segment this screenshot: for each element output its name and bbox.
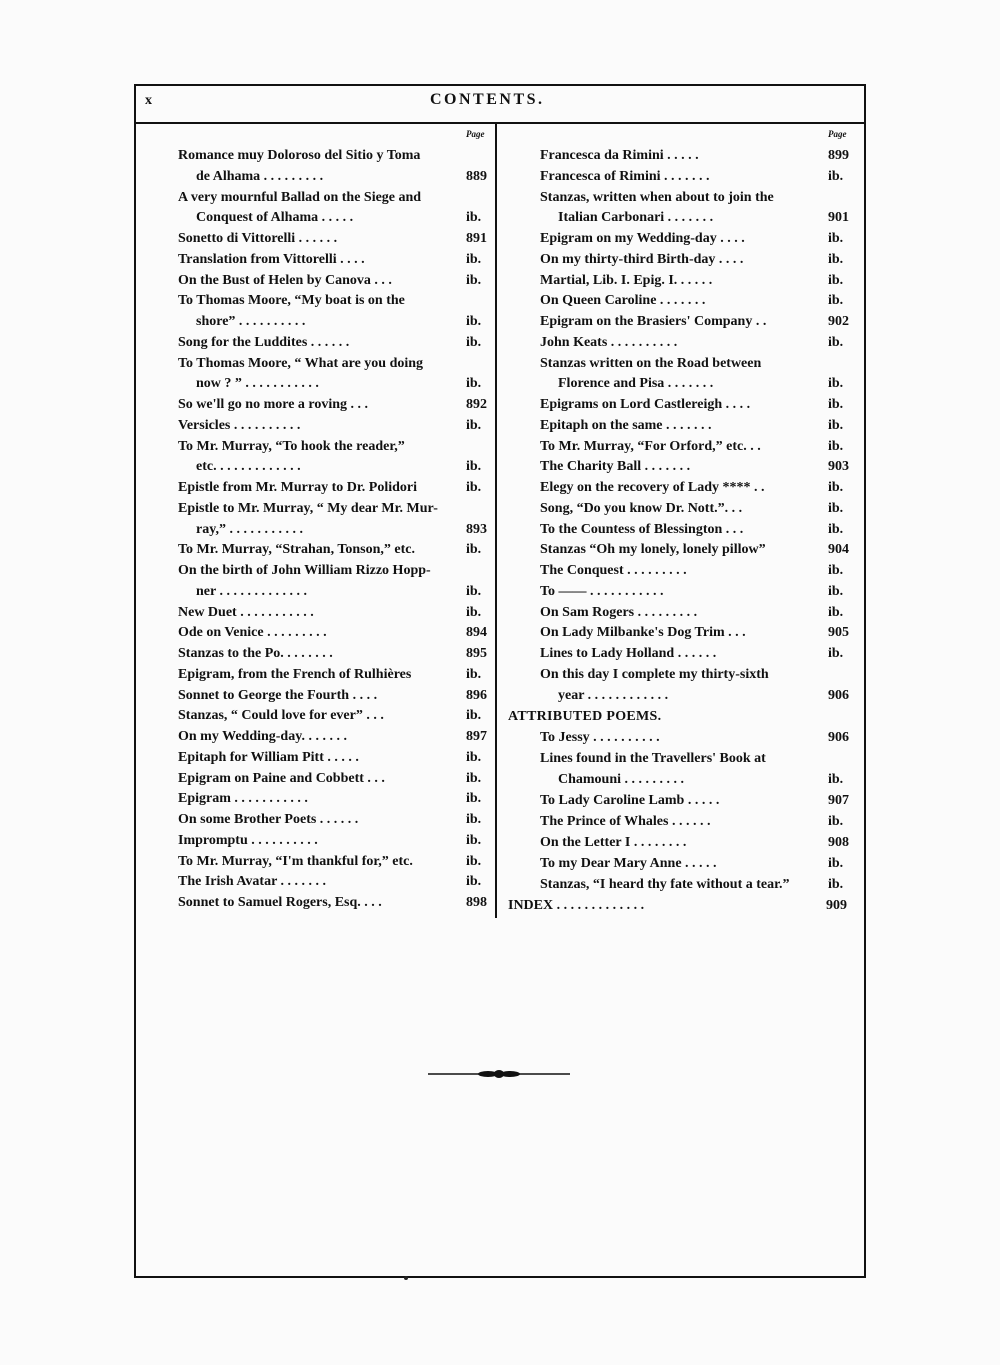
- contents-entry-title[interactable]: Florence and Pisa . . . . . . .: [558, 376, 714, 392]
- contents-entry-title[interactable]: Stanzas, “I heard thy fate without a tear.”: [540, 877, 790, 892]
- contents-entry-page: ib.: [466, 604, 482, 620]
- contents-entry-title[interactable]: To —— . . . . . . . . . . .: [540, 583, 664, 599]
- header-rule: [134, 122, 864, 124]
- contents-entry-title[interactable]: To Mr. Murray, “For Orford,” etc. . .: [540, 438, 761, 454]
- contents-entry-page: ib.: [466, 542, 482, 558]
- ink-dot: [404, 1276, 408, 1280]
- contents-entry-title[interactable]: Francesca da Rimini . . . . .: [540, 148, 699, 163]
- contents-entry-title[interactable]: On this day I complete my thirty-sixth: [540, 666, 769, 682]
- contents-entry-title[interactable]: On the birth of John William Rizzo Hopp-: [178, 563, 431, 578]
- contents-entry-title[interactable]: To Mr. Murray, “To hook the reader,”: [178, 438, 405, 454]
- right-page-label: Page: [828, 129, 847, 139]
- contents-entry-page: ib.: [828, 334, 844, 350]
- contents-entry-title[interactable]: ner . . . . . . . . . . . . .: [196, 583, 307, 599]
- contents-entry-title[interactable]: Romance muy Doloroso del Sitio y Toma: [178, 148, 421, 163]
- contents-entry-page: ib.: [828, 583, 844, 599]
- contents-entry-title[interactable]: Ode on Venice . . . . . . . . .: [178, 625, 327, 641]
- contents-entry-page: ib.: [828, 231, 844, 246]
- contents-entry-page: ib.: [466, 812, 482, 827]
- contents-entry-title[interactable]: etc. . . . . . . . . . . . .: [196, 459, 301, 475]
- contents-entry-title[interactable]: Italian Carbonari . . . . . . .: [558, 210, 714, 226]
- contents-entry-title[interactable]: To Lady Caroline Lamb . . . . .: [540, 793, 720, 808]
- contents-entry-page: ib.: [828, 397, 844, 412]
- contents-entry-title[interactable]: Chamouni . . . . . . . . .: [558, 772, 685, 787]
- contents-entry-page: 895: [466, 646, 487, 661]
- contents-entry-page: 898: [466, 895, 487, 910]
- contents-entry-title[interactable]: Elegy on the recovery of Lady **** . .: [540, 480, 765, 495]
- contents-entry-title[interactable]: Epigram on Paine and Cobbett . . .: [178, 770, 385, 786]
- contents-entry-page: ib.: [466, 853, 482, 869]
- contents-entry-page: ib.: [466, 749, 482, 765]
- contents-entry-title[interactable]: Sonetto di Vittorelli . . . . . .: [178, 231, 338, 246]
- contents-entry-page: ib.: [828, 521, 844, 537]
- contents-entry-title[interactable]: Epigram, from the French of Rulhières: [178, 666, 412, 682]
- section-heading-attributed-poems: ATTRIBUTED POEMS.: [508, 709, 662, 724]
- contents-entry-title[interactable]: Stanzas to the Po. . . . . . . .: [178, 646, 333, 661]
- contents-entry-title[interactable]: Versicles . . . . . . . . . .: [178, 417, 301, 433]
- contents-entry-page: ib.: [828, 772, 844, 787]
- contents-entry-page: ib.: [466, 334, 482, 350]
- contents-entry-title[interactable]: de Alhama . . . . . . . . .: [196, 168, 324, 184]
- contents-entry-title[interactable]: On the Bust of Helen by Canova . . .: [178, 272, 392, 288]
- contents-entry-title[interactable]: Impromptu . . . . . . . . . .: [178, 832, 318, 848]
- contents-entry-title[interactable]: Lines found in the Travellers' Book at: [540, 751, 766, 766]
- contents-entry-page: 893: [466, 521, 487, 537]
- contents-entry-title[interactable]: now ? ” . . . . . . . . . . .: [196, 376, 319, 392]
- contents-entry-page: 904: [828, 542, 849, 558]
- contents-entry-page: ib.: [466, 251, 482, 267]
- contents-entry-page: ib.: [466, 583, 482, 599]
- contents-entry-title[interactable]: Epitaph for William Pitt . . . . .: [178, 749, 359, 765]
- contents-entry-title[interactable]: To Mr. Murray, “I'm thankful for,” etc.: [178, 853, 413, 869]
- contents-entry-title[interactable]: year . . . . . . . . . . . .: [558, 687, 669, 703]
- contents-entry-title[interactable]: Martial, Lib. I. Epig. I. . . . . .: [540, 272, 713, 288]
- contents-entry-title[interactable]: Lines to Lady Holland . . . . . .: [540, 646, 717, 661]
- contents-entry-page: ib.: [466, 791, 482, 807]
- contents-entry-title[interactable]: Epigrams on Lord Castlereigh . . . .: [540, 397, 751, 412]
- contents-entry-title[interactable]: Epigram on the Brasiers' Company . .: [540, 314, 767, 329]
- contents-entry-page: ib.: [828, 251, 844, 267]
- contents-entry-title[interactable]: On Sam Rogers . . . . . . . . .: [540, 604, 698, 620]
- page-title: CONTENTS.: [430, 91, 545, 108]
- contents-entry-title[interactable]: On the Letter I . . . . . . . .: [540, 835, 687, 850]
- contents-entry-title[interactable]: Epistle from Mr. Murray to Dr. Polidori: [178, 480, 418, 495]
- contents-entry-title[interactable]: Stanzas, “ Could love for ever” . . .: [178, 708, 384, 724]
- ornament-rule-icon: [428, 1066, 570, 1082]
- contents-entry-page: 907: [828, 793, 849, 808]
- contents-entry-page: ib.: [828, 293, 844, 309]
- contents-entry-title[interactable]: Epigram . . . . . . . . . . .: [178, 791, 308, 807]
- contents-entry-title[interactable]: To Mr. Murray, “Strahan, Tonson,” etc.: [178, 542, 415, 558]
- contents-entry-page: ib.: [466, 666, 482, 682]
- contents-entry-title[interactable]: Francesca of Rimini . . . . . . .: [540, 168, 710, 184]
- contents-entry-page: ib.: [466, 314, 482, 329]
- contents-entry-page: ib.: [828, 480, 844, 495]
- contents-entry-title[interactable]: Stanzas, written when about to join the: [540, 189, 774, 205]
- contents-entry-title[interactable]: The Prince of Whales . . . . . .: [540, 814, 711, 829]
- contents-entry-title[interactable]: Song for the Luddites . . . . . .: [178, 334, 350, 350]
- contents-entry-title[interactable]: Stanzas “Oh my lonely, lonely pillow”: [540, 542, 766, 558]
- contents-entry-title[interactable]: Epitaph on the same . . . . . . .: [540, 417, 712, 433]
- contents-entry-title[interactable]: The Irish Avatar . . . . . . .: [178, 874, 327, 890]
- contents-entry-page: ib.: [828, 563, 844, 578]
- contents-entry-page: ib.: [466, 376, 482, 392]
- contents-entry-page: ib.: [466, 459, 482, 475]
- contents-entry-page: ib.: [466, 272, 482, 288]
- contents-entry-page: ib.: [466, 770, 482, 786]
- contents-entry-title[interactable]: Conquest of Alhama . . . . .: [196, 210, 354, 226]
- contents-entry-page: ib.: [828, 417, 844, 433]
- contents-entry-page: ib.: [466, 417, 482, 433]
- contents-entry-title[interactable]: On my Wedding-day. . . . . . .: [178, 729, 347, 744]
- contents-entry-page: 899: [828, 148, 849, 163]
- contents-entry-title[interactable]: shore” . . . . . . . . . .: [196, 314, 306, 329]
- contents-entry-page: 894: [466, 625, 487, 641]
- contents-entry-page: 889: [466, 168, 487, 184]
- contents-entry-page: 906: [828, 687, 849, 703]
- contents-entry-title[interactable]: Translation from Vittorelli . . . .: [178, 251, 365, 267]
- contents-entry-page: ib.: [466, 832, 482, 848]
- contents-entry-page: ib.: [466, 480, 482, 495]
- contents-entry-title[interactable]: On Queen Caroline . . . . . . .: [540, 293, 706, 309]
- column-divider: [495, 124, 497, 918]
- contents-entry-page: ib.: [828, 272, 844, 288]
- left-page-label: Page: [466, 129, 485, 139]
- contents-entry-page: ib.: [828, 877, 844, 892]
- contents-entry-page: ib.: [828, 168, 844, 184]
- contents-entry-title[interactable]: John Keats . . . . . . . . . .: [540, 334, 678, 350]
- contents-entry-page: 897: [466, 729, 487, 744]
- contents-entry-title[interactable]: Stanzas written on the Road between: [540, 355, 762, 371]
- contents-entry-title[interactable]: To Thomas Moore, “ What are you doing: [178, 355, 424, 371]
- contents-entry-page: 905: [828, 625, 849, 641]
- contents-entry-title[interactable]: Epistle to Mr. Murray, “ My dear Mr. Mur-: [178, 500, 438, 516]
- contents-entry-page: 906: [828, 730, 849, 745]
- contents-entry-page: 901: [828, 210, 849, 226]
- contents-entry-title[interactable]: To my Dear Mary Anne . . . . .: [540, 856, 717, 871]
- contents-entry-title[interactable]: Song, “Do you know Dr. Nott.”. . .: [540, 500, 743, 516]
- contents-entry-title[interactable]: So we'll go no more a roving . . .: [178, 397, 369, 412]
- contents-entry-page: 892: [466, 397, 487, 412]
- contents-entry-page: 908: [828, 835, 849, 850]
- contents-entry-title[interactable]: New Duet . . . . . . . . . . .: [178, 604, 314, 620]
- contents-entry-page: 902: [828, 314, 849, 329]
- index-entry-page: 909: [826, 898, 847, 913]
- contents-entry-page: ib.: [828, 814, 844, 829]
- contents-entry-page: 903: [828, 459, 849, 475]
- contents-entry-title[interactable]: A very mournful Ballad on the Siege and: [178, 189, 422, 205]
- contents-entry-title[interactable]: Sonnet to George the Fourth . . . .: [178, 687, 378, 703]
- contents-entry-title[interactable]: On Lady Milbanke's Dog Trim . . .: [540, 625, 746, 641]
- contents-entry-page: 891: [466, 231, 487, 246]
- contents-entry-page: 896: [466, 687, 487, 703]
- page-numeral: x: [145, 93, 152, 108]
- contents-entry-title[interactable]: On my thirty-third Birth-day . . . .: [540, 251, 744, 267]
- contents-entry-title[interactable]: Epigram on my Wedding-day . . . .: [540, 231, 745, 246]
- contents-entry-page: ib.: [828, 856, 844, 871]
- contents-entry-title[interactable]: ray,” . . . . . . . . . . .: [196, 521, 303, 537]
- contents-entry-title[interactable]: To Jessy . . . . . . . . . .: [540, 730, 660, 745]
- contents-entry-page: ib.: [466, 708, 482, 724]
- contents-entry-title[interactable]: The Charity Ball . . . . . . .: [540, 459, 691, 475]
- contents-entry-page: ib.: [466, 210, 482, 226]
- contents-entry-page: ib.: [466, 874, 482, 890]
- contents-entry-page: ib.: [828, 438, 844, 454]
- contents-entry-page: ib.: [828, 646, 844, 661]
- contents-entry-title[interactable]: Sonnet to Samuel Rogers, Esq. . . .: [178, 895, 382, 910]
- contents-entry-title[interactable]: On some Brother Poets . . . . . .: [178, 812, 359, 827]
- contents-entry-page: ib.: [828, 604, 844, 620]
- contents-entry-page: ib.: [828, 500, 844, 516]
- contents-entry-page: ib.: [828, 376, 844, 392]
- contents-entry-title[interactable]: To the Countess of Blessington . . .: [540, 521, 744, 537]
- contents-entry-title[interactable]: The Conquest . . . . . . . . .: [540, 563, 687, 578]
- index-entry-title[interactable]: INDEX . . . . . . . . . . . . .: [508, 898, 645, 913]
- contents-entry-title[interactable]: To Thomas Moore, “My boat is on the: [178, 293, 405, 309]
